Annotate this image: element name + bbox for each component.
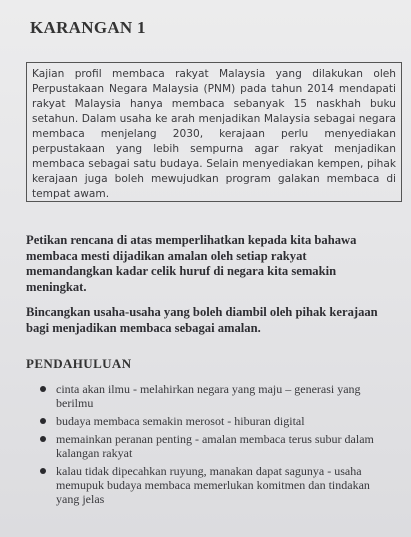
passage-text: Kajian profil membaca rakyat Malaysia yang dilakukan oleh Perpustakaan Negara Malaysia (PNM) pada tahun 2014 mendapati rakyat Malaysia hanya membaca sebanyak 15 naskhah buku setahun. Dalam usaha ke arah menjadikan Malaysia sebagai negara membaca menjelang 2030, kerajaan perlu menyediakan perpustakaan yang lebih sempurna agar rakyat menjadikan membaca sebagai satu budaya. Selain menyediakan kempen, pihak kerajaan juga boleh mewujudkan program galakan membaca di tempat awam.	[32, 68, 396, 200]
bullet-icon	[40, 386, 46, 392]
list-item	[26, 414, 386, 428]
question-paragraph-2: Bincangkan usaha-usaha yang boleh diambil oleh pihak kerajaan bagi menjadikan membaca sebagai amalan.	[26, 305, 378, 335]
list-item	[26, 382, 386, 410]
point-text: kalau tidak dipecahkan ruyung, manakan dapat sagunya - usaha memupuk budaya membaca memerlukan komitmen dan tindakan yang jelas	[56, 464, 370, 506]
point-list	[26, 382, 386, 510]
list-item	[26, 432, 386, 460]
section-heading: PENDAHULUAN	[26, 356, 132, 371]
bullet-icon	[40, 418, 46, 424]
essay-title: KARANGAN 1	[30, 18, 146, 37]
bullet-icon	[40, 468, 46, 474]
point-text: cinta akan ilmu - melahirkan negara yang maju – generasi yang berilmu	[56, 382, 361, 410]
list-item	[26, 464, 386, 506]
point-text: budaya membaca semakin merosot - hiburan digital	[56, 414, 305, 428]
point-text: memainkan peranan penting - amalan membaca terus subur dalam kalangan rakyat	[56, 432, 374, 460]
bullet-icon	[40, 436, 46, 442]
passage-box	[26, 62, 402, 202]
question-paragraph-1: Petikan rencana di atas memperlihatkan kepada kita bahawa membaca mesti dijadikan amalan oleh setiap rakyat memandangkan kadar celik huruf di negara kita semakin meningkat.	[26, 233, 357, 294]
